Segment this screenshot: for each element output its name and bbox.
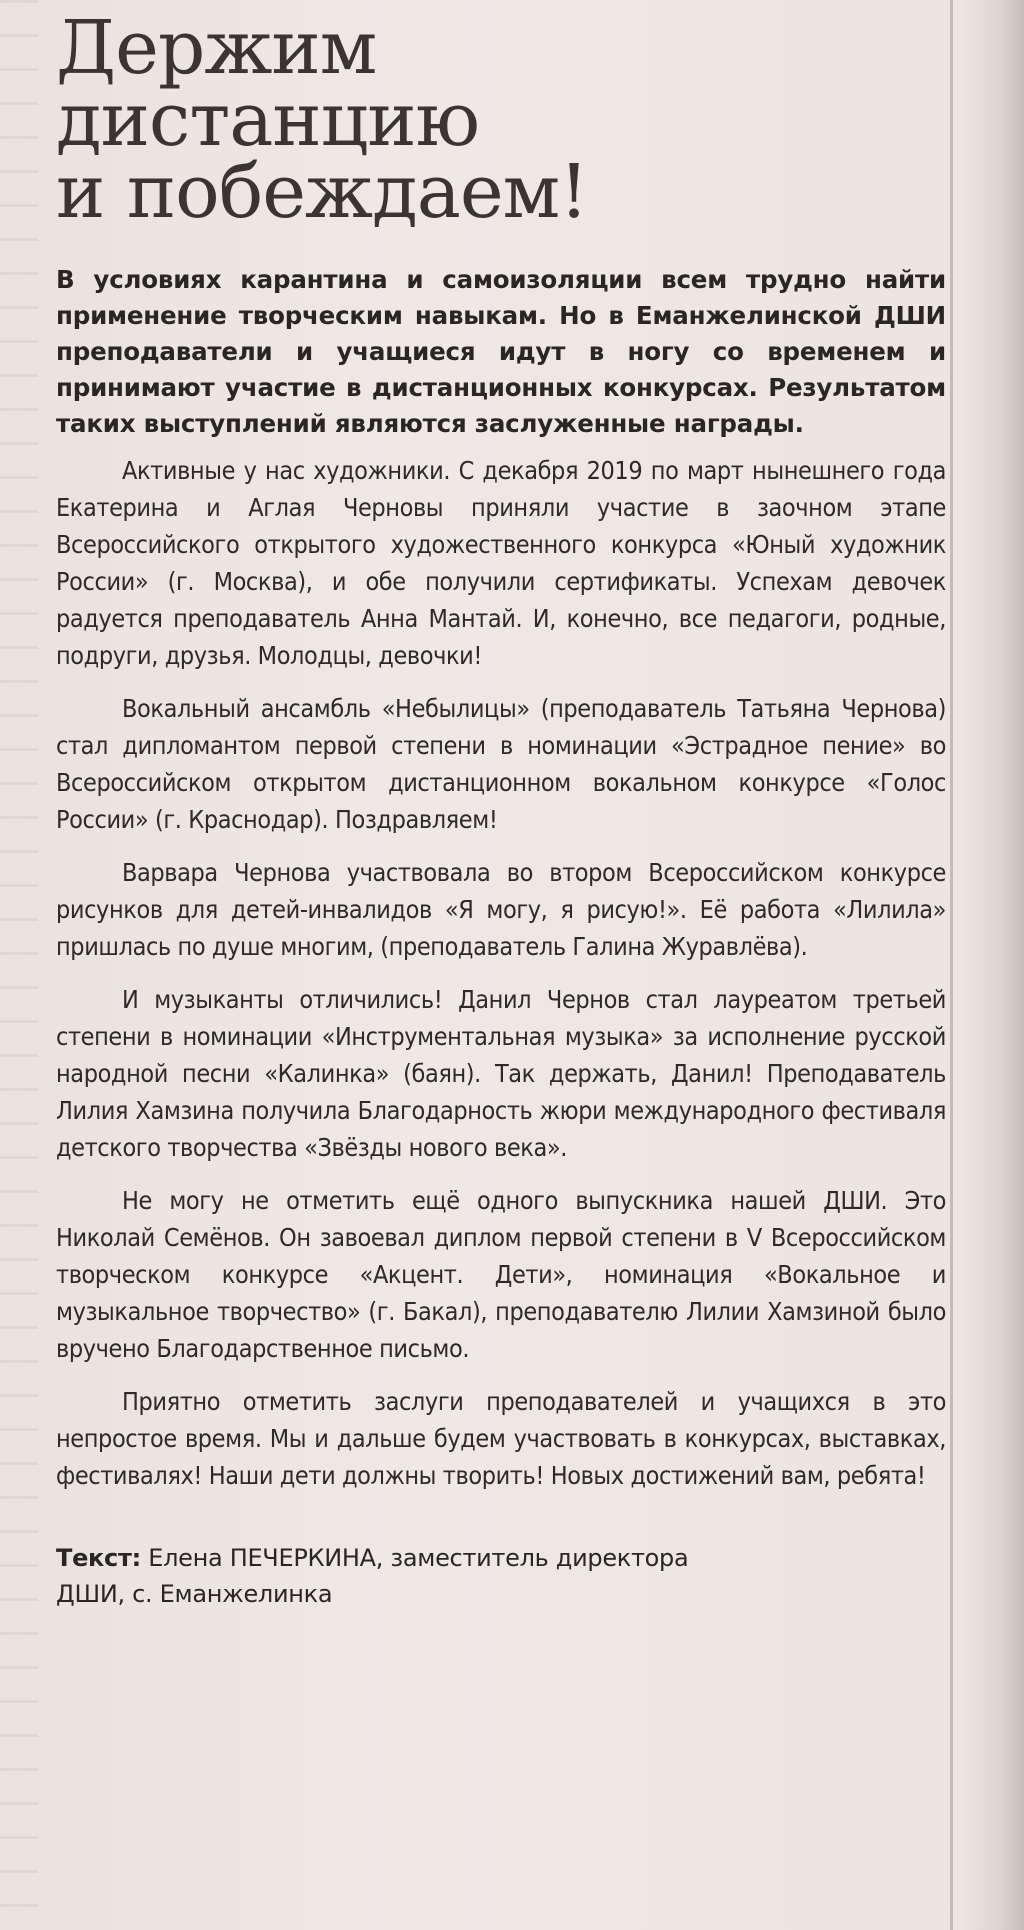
lead-paragraph: В условиях карантина и самоизоляции всем трудно найти применение творческим навыкам. Но в Еманжелинской ДШИ преподаватели и учащиеся идут в ногу со временем и принимают участие в дистанционных конкурсах. Результатом таких выступлений являются заслуженные награды. <box>56 265 946 438</box>
page-fold-line <box>950 0 953 1930</box>
author-credit <box>56 1540 946 1612</box>
credit-label: Текст: <box>56 1544 141 1572</box>
paragraph-musicians: И музыканты отличились! Данил Чернов стал лауреатом третьей степени в номинации «Инструментальная музыка» за исполнение русской народной песни «Калинка» (баян). Так держать, Данил! Преподаватель Лилия Хамзина получила Благодарность жюри международного фестиваля детского творчества «Звёзды нового века». <box>56 985 946 1162</box>
headline-line-1: Держим <box>56 5 377 91</box>
article <box>56 5 946 1612</box>
credit-line-2: ДШИ, с. Еманжелинка <box>56 1580 333 1608</box>
adjacent-column-bleed <box>0 0 38 1930</box>
paragraph-graduate: Не могу не отметить ещё одного выпускника нашей ДШИ. Это Николай Семёнов. Он завоевал диплом первой степени в V Всероссийском творческом конкурсе «Акцент. Дети», номинация «Вокальное и музыкальное творчество» (г. Бакал), преподавателю Лилии Хамзиной было вручено Благодарственное письмо. <box>56 1186 946 1363</box>
paragraph-drawing-contest: Варвара Чернова участвовала во втором Всероссийском конкурсе рисунков для детей-инвалидов «Я могу, я рисую!». Её работа «Лилила» пришлась по душе многим, (преподаватель Галина Журавлёва). <box>56 858 946 961</box>
headline-line-3: и побеждаем! <box>56 149 588 235</box>
page-edge-shadow <box>964 0 1024 1930</box>
credit-author: Елена ПЕЧЕРКИНА, заместитель директора <box>140 1544 689 1572</box>
paragraph-closing: Приятно отметить заслуги преподавателей и учащихся в это непростое время. Мы и дальше будем участвовать в конкурсах, выставках, фестивалях! Наши дети должны творить! Новых достижений вам, ребята! <box>56 1387 946 1490</box>
headline <box>56 5 946 235</box>
paragraph-vocal-ensemble: Вокальный ансамбль «Небылицы» (преподаватель Татьяна Чернова) стал дипломантом первой степени в номинации «Эстрадное пение» во Всероссийском открытом дистанционном вокальном конкурсе «Голос России» (г. Краснодар). Поздравляем! <box>56 694 946 834</box>
headline-line-2: дистанцию <box>56 77 480 163</box>
paragraph-artists: Активные у нас художники. С декабря 2019 по март нынешнего года Екатерина и Аглая Черновы приняли участие в заочном этапе Всероссийского открытого художественного конкурса «Юный художник России» (г. Москва), и обе получили сертификаты. Успехам девочек радуется преподаватель Анна Мантай. И, конечно, все педагоги, родные, подруги, друзья. Молодцы, девочки! <box>56 456 946 670</box>
credit-line-1 <box>56 1540 946 1576</box>
